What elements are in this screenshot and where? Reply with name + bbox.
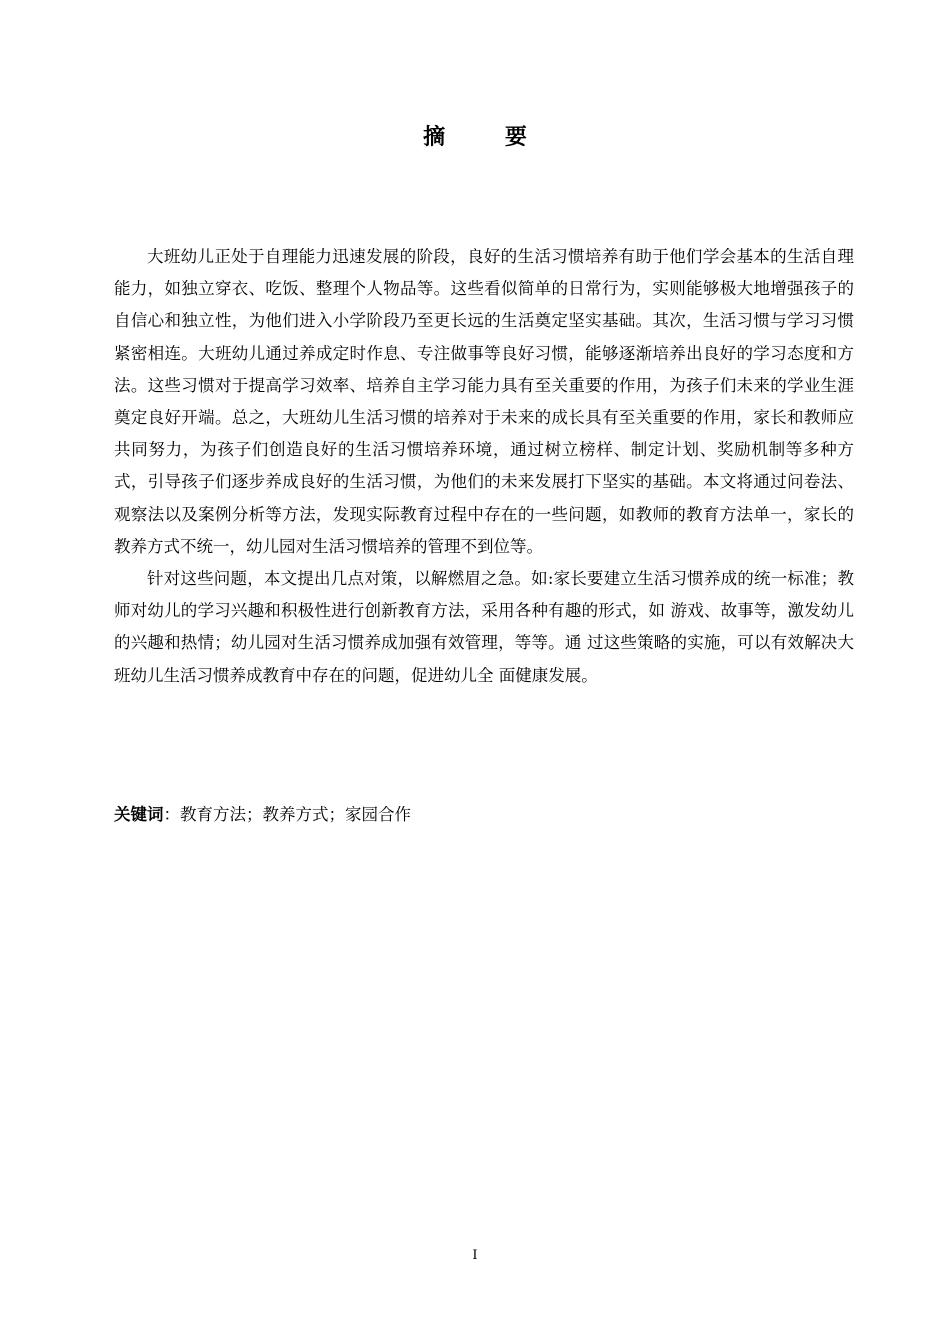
keywords-label: 关键词 (114, 805, 164, 824)
abstract-body (114, 241, 854, 692)
page-title: 摘 要 (423, 125, 553, 150)
keywords-separator: ： (163, 805, 180, 824)
abstract-paragraph-2: 针对这些问题，本文提出几点对策，以解燃眉之急。如:家长要建立生活习惯养成的统一标准；教师对幼儿的学习兴趣和积极性进行创新教育方法，采用各种有趣的形式，如 游戏、故事等，激发幼儿的兴趣和热情；幼儿园对生活习惯养成加强有效管理，等等。通 过这些策略的实施，可以有效解决大班幼儿生活习惯养成教育中存在的问题，促进幼儿全 面健康发展。 (114, 569, 854, 685)
abstract-paragraph-1: 大班幼儿正处于自理能力迅速发展的阶段，良好的生活习惯培养有助于他们学会基本的生活自理能力，如独立穿衣、吃饭、整理个人物品等。这些看似简单的日常行为，实则能够极大地增强孩子的自信心和独立性，为他们进入小学阶段乃至更长远的生活奠定坚实基础。其次，生活习惯与学习习惯紧密相连。大班幼儿通过养成定时作息、专注做事等良好习惯，能够逐渐培养出良好的学习态度和方法。这些习惯对于提高学习效率、培养自主学习能力具有至关重要的作用，为孩子们未来的学业生涯奠定良好开端。总之，大班幼儿生活习惯的培养对于未来的成长具有至关重要的作用，家长和教师应共同努力，为孩子们创造良好的生活习惯培养环境，通过树立榜样、制定计划、奖励机制等多种方式，引导孩子们逐步养成良好的生活习惯，为他们的未来发展打下坚实的基础。本文将通过问卷法、观察法以及案例分析等方法，发现实际教育过程中存在的一些问题，如教师的教育方法单一，家长的教养方式不统一，幼儿园对生活习惯培养的管理不到位等。 (114, 247, 854, 556)
keywords (114, 801, 854, 829)
page-number: I (472, 1248, 478, 1263)
keywords-text: 教育方法；教养方式；家园合作 (180, 805, 411, 824)
